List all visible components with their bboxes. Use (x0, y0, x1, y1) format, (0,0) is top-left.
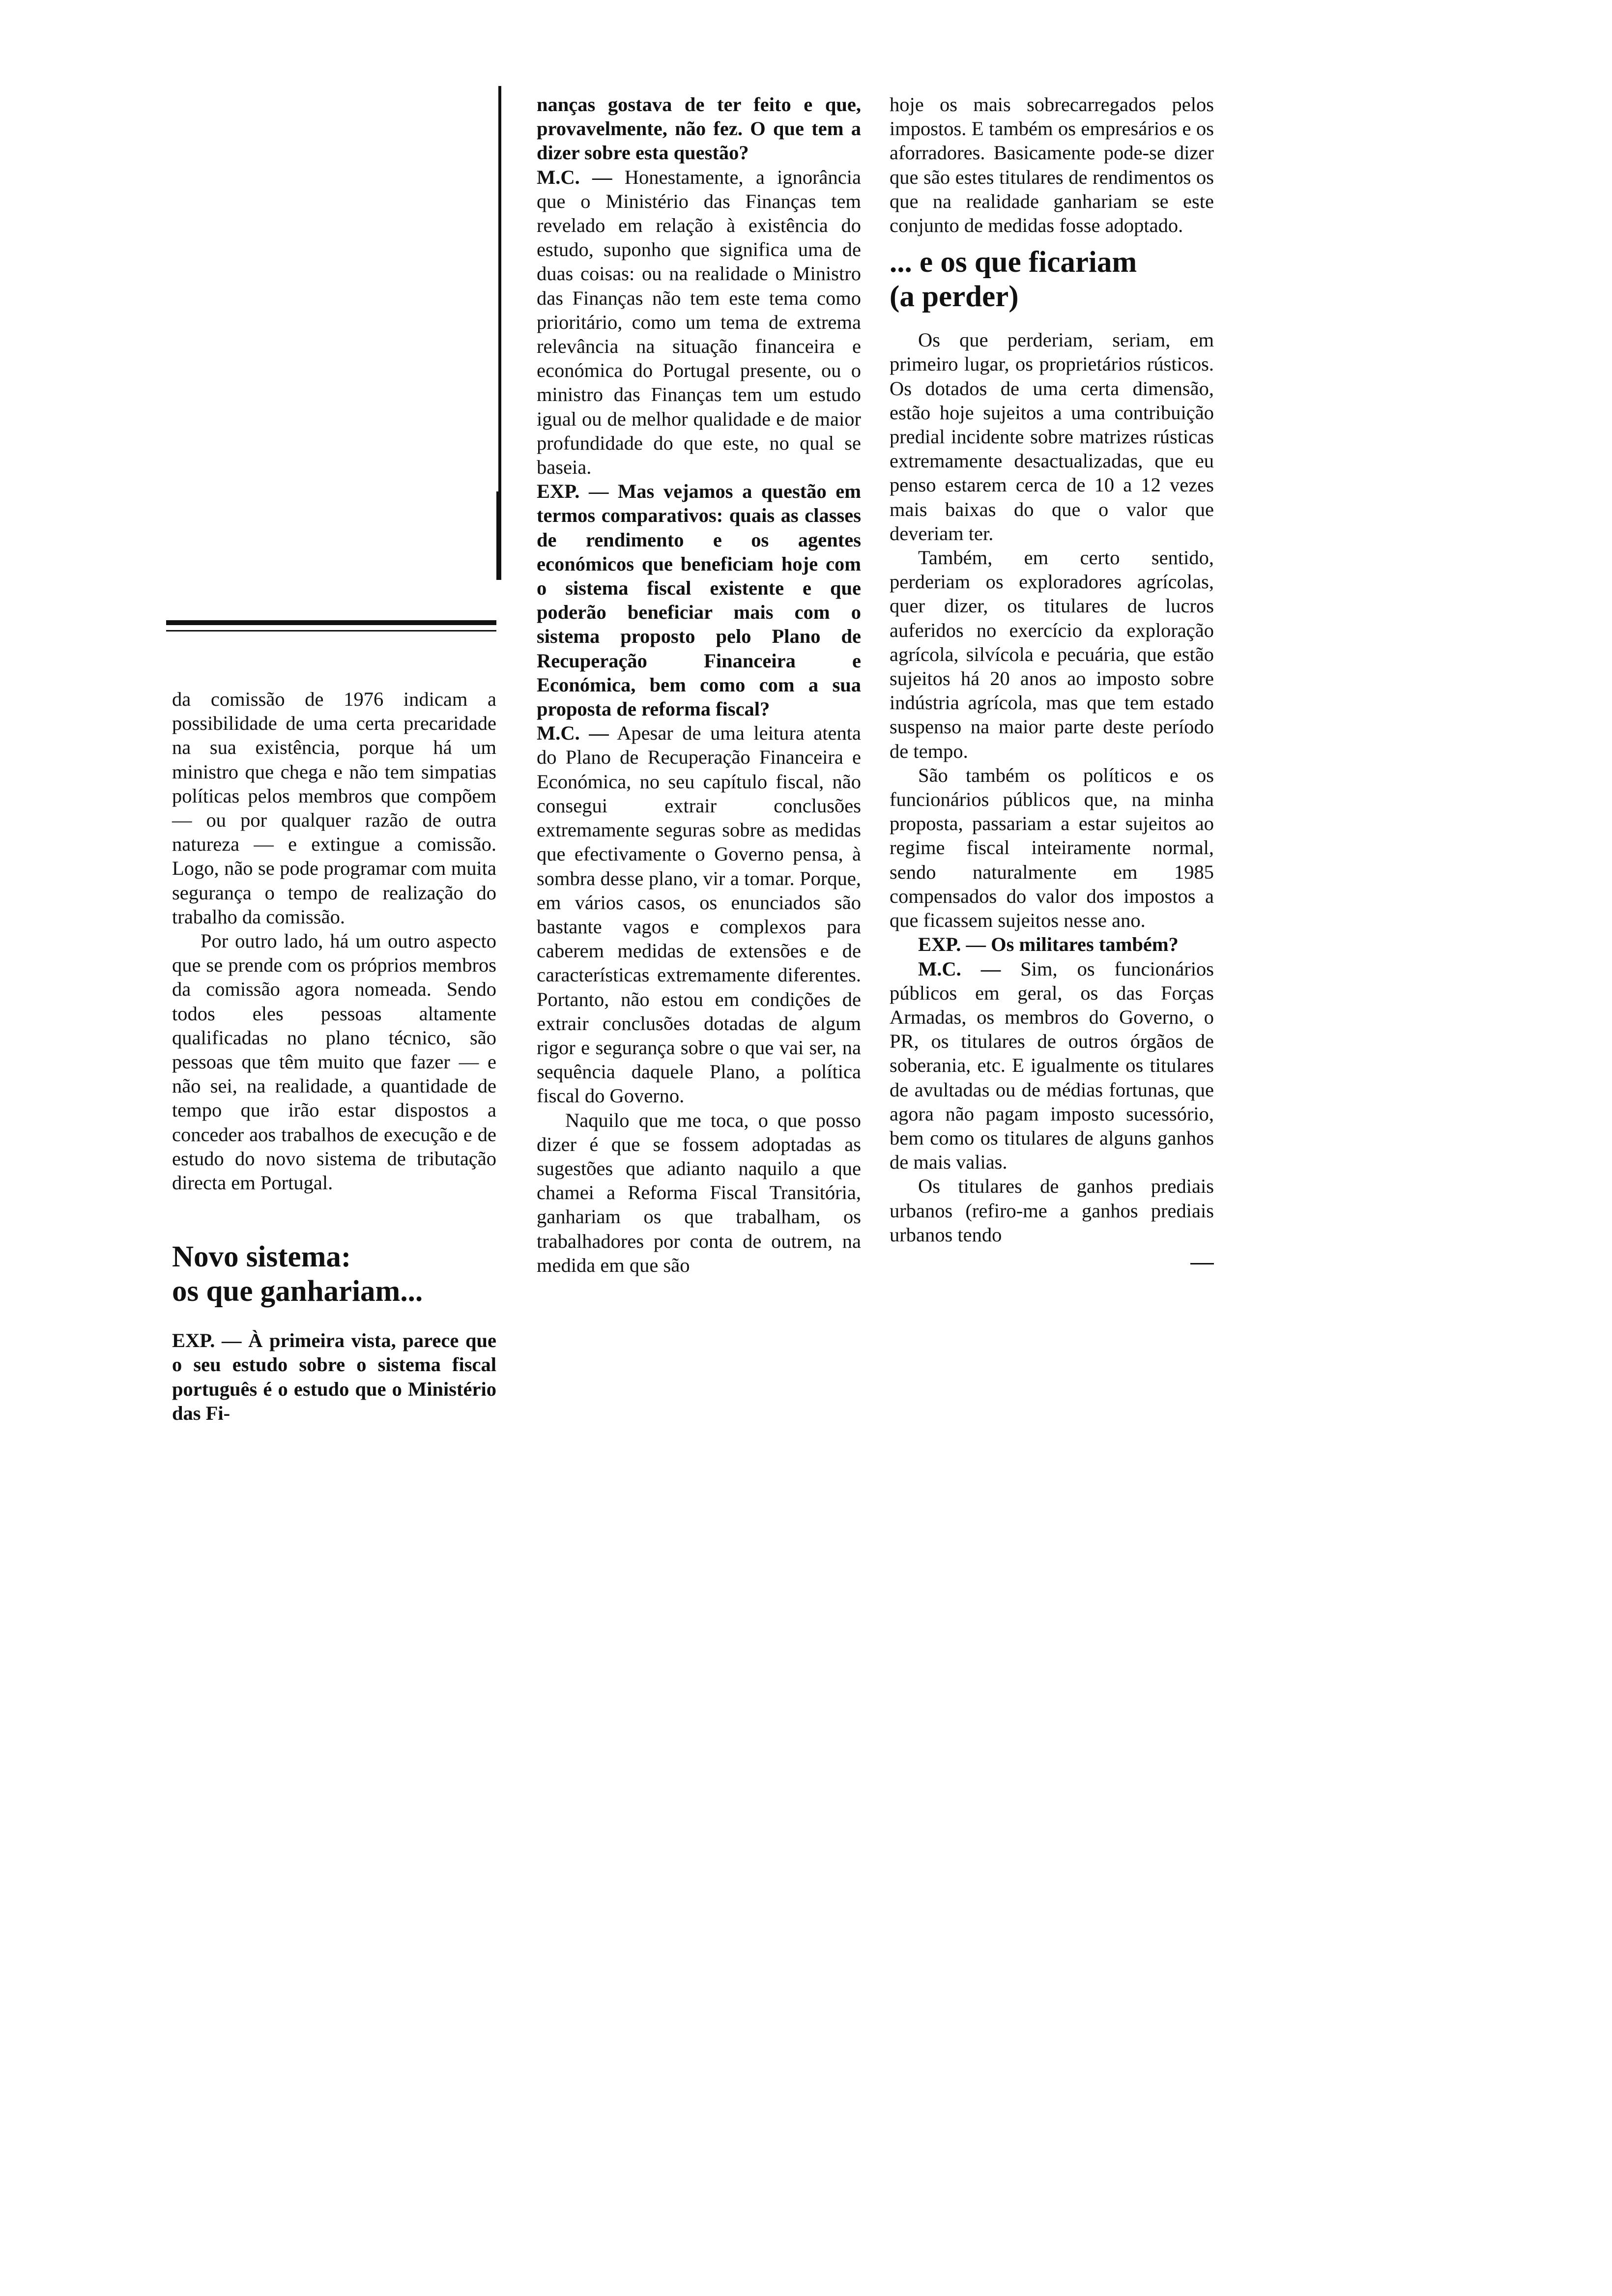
interview-question: EXP. — Os militares também? (918, 933, 1179, 956)
paragraph: Por outro lado, há um outro aspecto que se prende com os próprios membros da comissão agora nomeada. Sendo todos eles pessoas altamente qualificadas no plano técnico, são pessoas que têm muito que fazer — e não sei, na realidade, a quantidade de tempo que irão estar dispostos a conceder aos trabalhos de execução e de estudo do novo sistema de tributação directa em Portugal. (172, 930, 496, 1194)
section-heading-gains (172, 1240, 496, 1309)
section-heading-losses (890, 245, 1214, 314)
heading-line: Novo sistema: (172, 1240, 351, 1274)
answer-text: Apesar de uma leitura atenta do Plano de Recuperação Financeira e Económica, no seu capítulo fiscal, não consegui extrair conclusões extremamente seguras sobre as medidas que efectivamente o Governo pensa, à sombra desse plano, vir a tomar. Porque, em vários casos, os enunciados são bastante vagos e complexos para caberem medidas de extensões e de características extremamente diferentes. Portanto, não estou em condições de extrair conclusões dotadas de algum rigor e segurança sobre o que vai ser, na sequência daquele Plano, a política fiscal do Governo. (537, 722, 862, 1107)
paragraph: da comissão de 1976 indicam a possibilidade de uma certa precaridade na sua existência, porque há um ministro que chega e não tem simpatias políticas pelos membros que compõem — ou por qualquer razão de outra natureza — e extingue a comissão. Logo, não se pode programar com muita segurança o tempo de realização do trabalho da comissão. (172, 688, 496, 928)
interview-answer (537, 721, 861, 1108)
paragraph: hoje os mais sobrecarregados pelos impostos. E também os empresários e os aforradores. Basicamente pode-se dizer que são estes titulares de rendimentos os que na realidade ganhariam se este conjunto de medidas fosse adoptado. (890, 93, 1214, 237)
paragraph: Naquilo que me toca, o que posso dizer é que se fossem adoptadas as sugestões que adianto naquilo a que chamei a Reforma Fiscal Transitória, ganhariam os que trabalham, os trabalhadores por conta de outrem, na medida em que são (537, 1109, 861, 1276)
interview-answer (890, 957, 1214, 1175)
heading-line: ... e os que ficariam (890, 246, 1137, 279)
interview-question: EXP. — Mas vejamos a questão em termos comparativos: quais as classes de rendimento e os agentes económicos que beneficiam hoje com o sistema fiscal existente e que poderão beneficiar mais com o sistema proposto pelo Plano de Recuperação Financeira e Económica, bem como com a sua proposta de reforma fiscal? (537, 480, 861, 720)
speaker-label: M.C. — (918, 957, 1001, 980)
heading-line: (a perder) (890, 280, 1019, 314)
interview-answer (537, 165, 861, 480)
section-rule-thin (166, 630, 496, 631)
heading-line: os que ganhariam... (172, 1275, 423, 1308)
interview-question: EXP. — À primeira vista, parece que o seu estudo sobre o sistema fiscal português é o estudo que o Ministério das Fi- (172, 1329, 496, 1424)
paragraph: São também os políticos e os funcionários públicos que, na minha proposta, passariam a estar sujeitos ao regime fiscal inteiramente normal, sendo naturalmente em 1985 compensados do valor dos impostos a que ficassem sujeitos nesse ano. (890, 764, 1214, 932)
speaker-label: M.C. — (537, 722, 609, 745)
paragraph: Os titulares de ganhos prediais urbanos (refiro-me a ganhos prediais urbanos tendo (890, 1175, 1214, 1246)
article-column-1 (172, 687, 496, 1425)
paragraph: Também, em certo sentido, perderiam os exploradores agrícolas, quer dizer, os titulares de lucros auferidos no exercício da exploração agrícola, silvícola e pecuária, que estão sujeitos há 20 anos ao imposto sobre indústria agrícola, mas que tem estado suspenso na maior parte deste período de tempo. (890, 546, 1214, 762)
column-end-rule (1190, 1263, 1214, 1264)
interview-question-continued: nanças gostava de ter feito e que, provavelmente, não fez. O que tem a dizer sobre esta questão? (537, 93, 861, 164)
speaker-label: M.C. — (537, 166, 612, 188)
column-divider-vertical-thick (496, 491, 501, 580)
answer-text: Honestamente, a ignorância que o Ministério das Finanças tem revelado em relação à existência do estudo, suponho que significa uma de duas coisas: ou na realidade o Ministro das Finanças não tem este tema como prioritário, como um tema de extrema relevância na situação financeira e económica do Portugal presente, ou o ministro das Finanças tem um estudo igual ou de melhor qualidade e de maior profundidade do que este, no qual se baseia. (537, 166, 861, 479)
paragraph: Os que perderiam, seriam, em primeiro lugar, os proprietários rústicos. Os dotados de uma certa dimensão, estão hoje sujeitos a uma contribuição predial incidente sobre matrizes rústicas extremamente desactualizadas, que eu penso estarem cerca de 10 a 12 vezes mais baixas do que o valor que deveriam ter. (890, 329, 1214, 545)
article-column-2 (537, 92, 861, 1277)
section-rule-thick (166, 620, 496, 625)
article-column-3 (890, 92, 1214, 1247)
answer-text: Sim, os funcionários públicos em geral, os das Forças Armadas, os membros do Governo, o PR, os titulares de outros órgãos de soberania, etc. E igualmente os titulares de avultadas ou de médias fortunas, que agora não pagam imposto sucessório, bem como os titulares de alguns ganhos de mais valias. (890, 957, 1214, 1174)
